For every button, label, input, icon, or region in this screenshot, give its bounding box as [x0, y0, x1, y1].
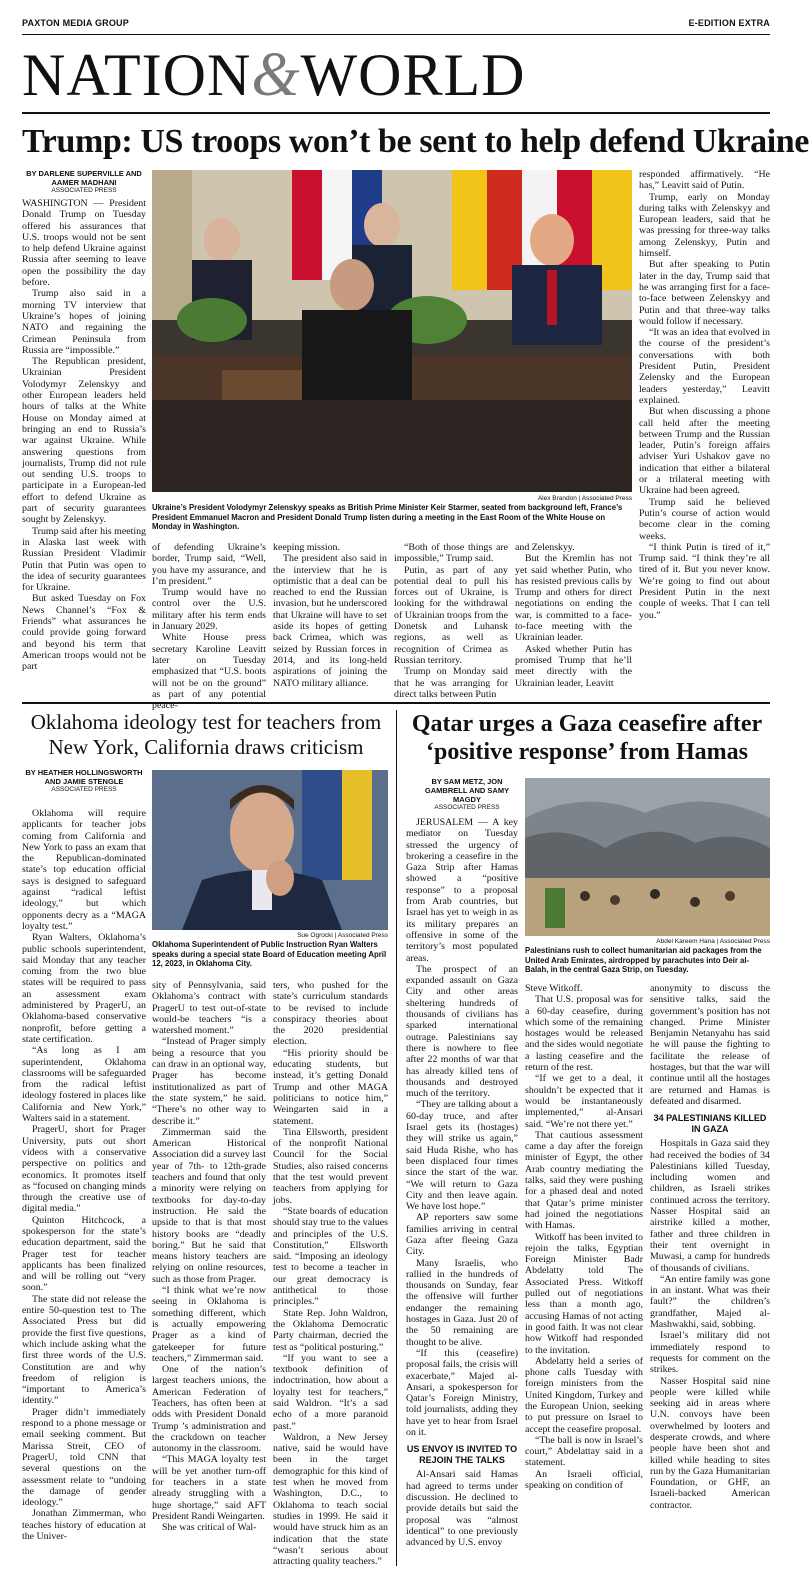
paragraph: Ryan Walters, Oklahoma’s public schools superintendent, said Monday that any teacher coming from the two blue states will be required to pass an assessment exam administered by PragerU, an Oklahoma-based conservative nonprofit, before getting a state certification.	[22, 932, 146, 1045]
section-title-part2: WORLD	[300, 42, 526, 108]
paragraph: “It was an idea that evolved in the course of the president’s conversations with both President Putin, President Zelensky and the European leaders yesterday,” Leavitt explained.	[639, 327, 770, 406]
paragraph: Jonathan Zimmerman, who teaches history of education at the Univer-	[22, 1508, 146, 1542]
paragraph: Abdelatty held a series of phone calls Tuesday with foreign ministers from the United Kingdom, Turkey and the European Union, seeking to put pressure on Israel to accept the ceasefire proposal.	[525, 1355, 643, 1435]
paragraph: The president also said in the interview that he is optimistic that a deal can be reached to end the Russian invasion, but he underscored that Ukraine will have to set aside its hopes of getting back Crimea, which was seized by Russian forces in 2014, and its long-held aspirations of joining the NATO military alliance.	[273, 553, 387, 689]
story1-byline-block	[22, 169, 146, 195]
paragraph: JERUSALEM — A key mediator on Tuesday stressed the urgency of brokering a ceasefire in the Gaza Strip after Hamas showed a “positive response” to a proposal from Arab countries, but Israel has yet to weigh in as its military prepares an offensive in some of the territory’s most populated areas.	[406, 817, 518, 964]
paragraph: PragerU, short for Prager University, puts out short videos with a conservative perspective on politics and economics. It promotes itself as “focused on changing minds through the creative use of digital media.”	[22, 1124, 146, 1215]
paragraph: “As long as I am superintendent, Oklahoma classrooms will be safeguarded from the radical leftist ideology fostered in places like California and New York,” Walters said in a statement.	[22, 1045, 146, 1125]
story1-col3	[273, 542, 387, 696]
paragraph: State Rep. John Waldron, the Oklahoma Democratic Party chairman, decried the test as “political posturing.”	[273, 1307, 388, 1353]
paragraph: keeping mission.	[273, 542, 340, 553]
paragraph: Prager didn’t immediately respond to a phone message or email seeking comment. But Marissa Streit, CEO of PragerU, told CNN that several questions on the assessment relate to “undoing the damage of gender ideology.”	[22, 1406, 146, 1509]
column-divider	[396, 710, 397, 1566]
paragraph: Waldron, a New Jersey native, said he would have been in the target demographic for this kind of test when he moved from Washington, D.C., to Oklahoma to teach social studies in 1999. He said it would have struck him as an indication that the state “wasn’t serious about attracting quality teachers.”	[273, 1431, 388, 1568]
story2-col3	[273, 980, 388, 1566]
paragraph: “If you want to see a textbook definition of indoctrination, how about a loyalty test for teachers,” said Waldron. “It’s a sad echo of a more paranoid past.”	[273, 1352, 388, 1432]
story-divider	[22, 702, 770, 704]
paragraph: “State boards of education should stay true to the values and principles of the U.S. Constitution,” Ellsworth said. “Imposing an ideology test to become a teacher in our great democracy is antithetical to those principles.”	[273, 1205, 388, 1308]
edition-label: E-EDITION EXTRA	[688, 18, 770, 28]
portrait-photo-illustration	[152, 770, 388, 930]
paragraph: Trump also said in a morning TV interview that Ukraine’s hopes of joining NATO and regaining the Crimean Peninsula from Russia are “impossible.”	[22, 288, 146, 356]
section-title-part1: NATION	[22, 42, 252, 108]
top-rule	[22, 34, 770, 35]
story1-photo	[152, 170, 632, 492]
paragraph: responded affirmatively. “He has,” Leavitt said of Putin.	[639, 169, 770, 192]
paragraph: But asked Tuesday on Fox News Channel’s “Fox & Friends” what assurances he could provide going forward and beyond his term that American troops would not be part	[22, 593, 146, 673]
story3-subhead-2: 34 PALESTINIANS KILLED IN GAZA	[653, 1113, 767, 1135]
story2-col2	[152, 980, 266, 1566]
story1-photo-credit: Alex Brandon | Associated Press	[537, 495, 632, 502]
paragraph: Trump said he believed Putin’s course of action would become clear in the coming weeks.	[639, 496, 770, 542]
story1-headline: Trump: US troops won’t be sent to help defend Ukraine	[22, 123, 809, 160]
story3-col2	[525, 983, 643, 1566]
paragraph: The state did not release the entire 50-question test to The Associated Press but did provide the first five questions, which include asking what the first three words of the U.S. Constitution are and why freedom of religion is “important to America’s identity.”	[22, 1293, 146, 1407]
top-bar	[22, 18, 770, 34]
paragraph: Oklahoma will require applicants for teacher jobs coming from California and New York to pass an exam that the Republican-dominated state’s top education official says is designed to safeguard against “radical leftist ideology,” but which opponents decry as a “MAGA loyalty test.”	[22, 808, 146, 932]
story1-affiliation: ASSOCIATED PRESS	[51, 187, 117, 194]
section-title-ampersand: &	[251, 41, 301, 109]
paragraph: White House press secretary Karoline Leavitt later on Tuesday emphasized that “U.S. boots will not be on the ground” as part of any potential peace-	[152, 632, 266, 712]
story1-col4	[394, 542, 508, 700]
story2-photo-credit: Sue Ogrocki | Associated Press	[297, 932, 388, 939]
paragraph: But the Kremlin has not yet said whether Putin, who has resisted previous calls by Trump and others for direct negotiations on ending the war, is committed to a face-to-face meeting with the Ukrainian leader.	[515, 553, 632, 644]
story2-col1	[22, 808, 146, 1566]
paragraph: Asked whether Putin has promised Trump that he’ll meet directly with the Ukrainian leader, Leavitt	[515, 643, 632, 689]
story1-col2	[152, 542, 266, 712]
story2-affiliation: ASSOCIATED PRESS	[51, 786, 117, 793]
paragraph: Putin, as part of any potential deal to pull his forces out of Ukraine, is looking for the withdrawal of Ukrainian troops from the Donetsk and Luhansk regions, as well as recognition of Crimea as Russian territory.	[394, 564, 508, 666]
story2-caption: Oklahoma Superintendent of Public Instruction Ryan Walters speaks during a special state Board of Education meeting April 12, 2023, in Oklahoma City.	[152, 940, 387, 968]
story1-col1	[22, 198, 146, 696]
paragraph: Hospitals in Gaza said they had received the bodies of 34 Palestinians killed Tuesday, including women and children, as Israeli strikes continued across the territory. Nasser Hospital said an airstrike killed a mother, father and three children in their tent overnight in Muwasi, a camp for hundreds of thousands of civilians.	[650, 1138, 770, 1274]
paragraph: Israel’s military did not immediately respond to requests for comment on the strikes.	[650, 1330, 770, 1376]
story1-byline: BY DARLENE SUPERVILLE AND AAMER MADHANI	[26, 169, 142, 187]
paragraph: One of the nation’s largest teachers unions, the American Federation of Teachers, has often been at odds with President Donald Trump ’s administration and the crackdown on teacher autonomy in the classroom.	[152, 1364, 266, 1455]
paragraph: The prospect of an expanded assault on Gaza City and other areas sheltering hundreds of thousands of civilians has sparked international outrage. Palestinians say there is nowhere to flee after 22 months of war that has already killed tens of thousands and destroyed much of the territory.	[406, 963, 518, 1100]
story3-photo-credit: Abdel Kareem Hana | Associated Press	[656, 938, 770, 945]
section-title	[22, 40, 782, 110]
paragraph: Nasser Hospital said nine people were killed while seeking aid in areas where U.N. convoys have been overwhelmed by looters and desperate crowds, and where people have been shot and killed while heading to sites run by the Gaza Humanitarian Foundation, or GHF, an Israeli-backed American contractor.	[650, 1375, 770, 1511]
paragraph: An Israeli official, speaking on condition of	[525, 1468, 643, 1492]
paragraph: Steve Witkoff.	[525, 983, 583, 994]
story3-photo	[525, 778, 770, 936]
story2-headline: Oklahoma ideology test for teachers from New York, California draws criticism	[30, 710, 382, 759]
paragraph: AP reporters saw some families arriving in central Gaza after fleeing Gaza City.	[406, 1212, 518, 1258]
paragraph: Tina Ellsworth, president of the nonprofit National Council for the Social Studies, also raised concerns that the test would prevent teachers from applying for jobs.	[273, 1126, 388, 1206]
paragraph: “If we get to a deal, it shouldn’t be expected that it would be instantaneously implemented,” al-Ansari said. “We’re not there yet.”	[525, 1073, 643, 1130]
paragraph: Trump, early on Monday during talks with Zelenskyy and European leaders, said that he was pressing for three-way talks among Zelenskyy, Putin and himself.	[639, 191, 770, 260]
paragraph: But when discussing a phone call held after the meeting between Trump and the Russian leader, Putin’s foreign affairs adviser Yuri Ushakov gave no indication that either a bilateral or a trilateral meeting with Ukraine had been agreed.	[639, 406, 770, 497]
paragraph: “The ball is now in Israel’s court,” Abdelattay said in a statement.	[525, 1434, 643, 1469]
paragraph: Quinton Hitchcock, a spokesperson for the state’s education department, said the Prager test for teacher applicants has been finalized and will be rolling out “very soon.”	[22, 1214, 146, 1294]
story3-subhead-1: US ENVOY IS INVITED TO REJOIN THE TALKS	[406, 1444, 518, 1466]
story2-photo	[152, 770, 388, 930]
story3-byline-block	[412, 777, 522, 812]
publisher-name: PAXTON MEDIA GROUP	[22, 18, 129, 28]
paragraph: Al-Ansari said Hamas had agreed to terms under discussion. He declined to provide details but said the proposal was “almost identical” to one previously advanced by U.S. envoy	[406, 1469, 518, 1549]
story2-byline-block	[22, 768, 146, 794]
paragraph: “An entire family was gone in an instant. What was their fault?” the children’s grandfather, Majed al-Mashwakhi, said, sobbing.	[650, 1273, 770, 1331]
paragraph: Many Israelis, who rallied in the hundreds of thousands on Sunday, fear the offensive will further endanger the remaining hostages in Gaza. Just 20 of the 50 remaining are thought to be alive.	[406, 1257, 518, 1348]
paragraph: The Republican president, Ukrainian President Volodymyr Zelenskyy and other European leaders held hours of talks at the White House on Monday aimed at bringing an end to Russia’s war against Ukraine. While answering questions from journalists, Trump did not rule out sending U.S. troops to participate in a European-led effort to defend Ukraine as part of security guarantees sought by Zelenskyy.	[22, 356, 146, 526]
paragraph: of defending Ukraine’s border, Trump said, “Well, you have my assurance, and I’m president.”	[152, 542, 266, 587]
paragraph: “I think Putin is tired of it,” Trump said. “I think they’re all tired of it. But you never know. We’re going to find out about President Putin in the next couple of weeks. That I can tell you.”	[639, 541, 770, 621]
paragraph: “Both of those things are impossible,” Trump said.	[394, 542, 508, 565]
story3-col3	[650, 983, 770, 1566]
paragraph: ters, who pushed for the state’s curriculum standards to be revised to include conspiracy theories about the 2020 presidential election.	[273, 980, 388, 1048]
paragraph: “If this (ceasefire) proposal fails, the crisis will exacerbate,” Majed al-Ansari, a spokesperson for Qatar’s Foreign Ministry, told journalists, adding they have yet to hear from Israel on it.	[406, 1347, 518, 1439]
story2-byline: BY HEATHER HOLLINGSWORTH AND JAMIE STENGLE	[25, 768, 143, 786]
paragraph: WASHINGTON — President Donald Trump on Tuesday offered his assurances that U.S. troops would not be sent to help defend Ukraine against Russia after seeming to leave open the possibility the day before.	[22, 198, 146, 289]
paragraph: “His priority should be educating students, but instead, it’s getting Donald Trump and other MAGA politicians to notice him,” Weingarten said in a statement.	[273, 1047, 388, 1127]
paragraph: That U.S. proposal was for a 60-day ceasefire, during which some of the remaining hostages would be released and the sides would negotiate a lasting ceasefire and the return of the rest.	[525, 994, 643, 1074]
paragraph: “They are talking about a 60-day truce, and after Israel gets its (hostages) they will strike us again,” said Huda Rishe, who has been displaced four times since the start of the war. “We will return to Gaza City and then leave again. We have lost hope.”	[406, 1099, 518, 1213]
story3-affiliation: ASSOCIATED PRESS	[434, 804, 500, 811]
paragraph: “I think what we’re now seeing in Oklahoma is something different, which is actually empowering Prager as a kind of gatekeeper for future teachers,” Zimmerman said.	[152, 1285, 266, 1364]
paragraph: That cautious assessment came a day after the foreign minister of Egypt, the other Arab country mediating the talks, said they were pushing for a phased deal and noted that Qatar’s prime minister had joined the negotiations with Hamas.	[525, 1129, 643, 1232]
aid-drop-photo-illustration	[525, 778, 770, 936]
story3-byline: BY SAM METZ, JON GAMBRELL AND SAMY MAGDY	[424, 777, 510, 804]
story3-headline: Qatar urges a Gaza ceasefire after ‘positive response’ from Hamas	[411, 711, 763, 765]
paragraph: But after speaking to Putin later in the day, Trump said that he was arranging first for a face-to-face between Zelenskyy and Putin and that three-way talks would follow if necessary.	[639, 259, 770, 327]
paragraph: Witkoff has been invited to rejoin the talks, Egyptian Foreign Minister Badr Abdelatty told The Associated Press. Witkoff pulled out of negotiations less than a month ago, accusing Hamas of not acting in good faith. It was not clear how Witkoff had responded to the invitation.	[525, 1231, 643, 1356]
paragraph: Trump said after his meeting in Alaska last week with Russian President Vladimir Putin that Putin was open to the idea of security guarantees for Ukraine.	[22, 525, 146, 594]
paragraph: “This MAGA loyalty test will be yet another turn-off for teachers in a state already struggling with a huge shortage,” said AFT President Randi Weingarten.	[152, 1454, 266, 1522]
story1-col5	[515, 542, 632, 696]
paragraph: Trump on Monday said that he was arranging for direct talks between Putin	[394, 666, 508, 700]
story1-caption: Ukraine’s President Volodymyr Zelenskyy speaks as British Prime Minister Keir Starmer, seated from background left, France’s President Emmanuel Macron and President Donald Trump listen during a meeting in the East Room of the White House on Monday in Washington.	[152, 503, 623, 531]
meeting-photo-illustration	[152, 170, 632, 492]
paragraph: anonymity to discuss the sensitive talks, said the government’s position has not changed. Prime Minister Benjamin Netanyahu has said he will pause the fighting to facilitate the release of hostages, but that the war will continue until all the hostages are returned and Hamas is defeated and disarmed.	[650, 983, 770, 1107]
paragraph: and Zelenskyy.	[515, 542, 575, 553]
paragraph: Trump would have no control over the U.S. military after his term ends in January 2029.	[152, 587, 266, 633]
paragraph: Zimmerman said the American Historical Association did a survey last year of 7th- to 12th-grade teachers and found that only a minority were relying on textbooks for day-to-day instruction. He said the upside to that is that most history books are “deadly boring.” But he said that means history teachers are relying on online resources, such as those from Prager.	[152, 1126, 266, 1285]
story3-col1	[406, 817, 518, 1566]
paragraph: “Instead of Prager simply being a resource that you can draw in an optional way, Prager has become institutionalized as part of the state system,” he said. “There’s no other way to describe it.”	[152, 1036, 266, 1127]
story3-caption: Palestinians rush to collect humanitarian aid packages from the United Arab Emirates, airdropped by parachutes into Deir al-Balah, in the central Gaza Strip, on Tuesday.	[525, 946, 762, 974]
paragraph: She was critical of Wal-	[162, 1522, 257, 1534]
story1-col6	[639, 169, 770, 696]
paragraph: sity of Pennsylvania, said Oklahoma’s contract with PragerU to test out-of-state would-be teachers “is a watershed moment.”	[152, 980, 266, 1037]
section-rule	[22, 112, 770, 114]
